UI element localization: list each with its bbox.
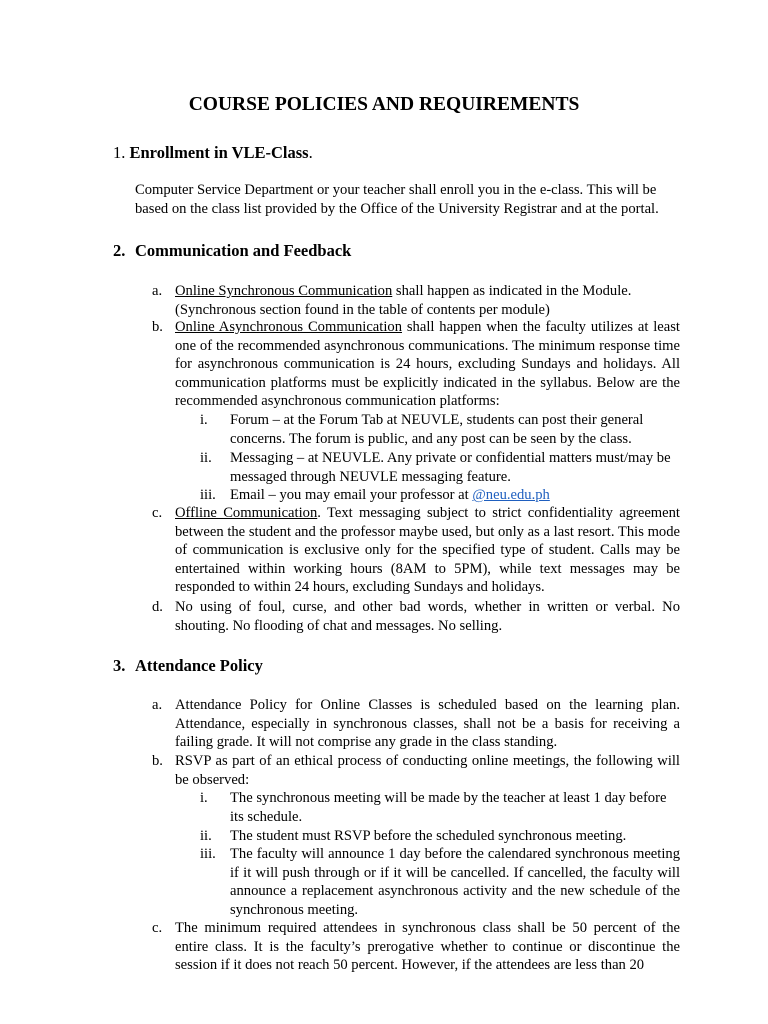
term-online-asynchronous: Online Asynchronous Communication [175,319,402,335]
sublist-item: The synchronous meeting will be made by the teacher at least 1 day before its schedule. [230,790,667,825]
item-text: shall happen when the faculty utilizes at least one of the recommended asynchronous communications. The minimum response time for asynchronous communication is 24 hours, excluding Sundays and holidays. All communication platforms must be explicitly indicated in the syllabus. Below are the recommended asynchronous communication platforms: [175,319,680,410]
list-marker: a. [152,283,163,299]
list-item: No using of foul, curse, and other bad words, whether in written or verbal. No shouting. No flooding of chat and messages. No selling. [175,599,680,634]
section-number: 1. [113,143,126,162]
page-title: COURSE POLICIES AND REQUIREMENTS [188,94,580,115]
section-2-heading [113,241,351,261]
email-link[interactable]: @neu.edu.ph [472,487,550,503]
list-item [175,504,680,597]
sublist-item: Forum – at the Forum Tab at NEUVLE, students can post their general concerns. The forum is public, and any post can be seen by the class. [230,412,644,447]
sublist-marker: ii. [200,828,212,844]
list-item: RSVP as part of an ethical process of conducting online meetings, the following will be observed: [175,753,680,788]
item-text: . Text messaging subject to strict confidentiality agreement between the student and the professor maybe used, but only as a last resort. This mode of communication is exclusive only for the specified type of student. Calls may be entertained within working hours (8AM to 5PM), while text messages may be responded to within 24 hours, excluding Sundays and holidays. [175,505,680,596]
item-text: Email – you may email your professor at [230,487,473,503]
section-3-heading [113,656,263,676]
list-item [175,318,680,411]
section-title: Communication and Feedback [135,241,352,260]
list-item [175,282,680,319]
list-marker: c. [152,920,163,936]
section-number: 2. [113,241,126,260]
section-1-heading [113,143,313,163]
sublist-marker: ii. [200,450,212,466]
list-marker: d. [152,599,163,615]
sublist-marker: i. [200,790,208,806]
sublist-item: The student must RSVP before the scheduled synchronous meeting. [230,828,627,844]
sublist-marker: iii. [200,487,216,503]
list-item: The minimum required attendees in synchronous class shall be 50 percent of the entire class. It is the faculty’s prerogative whether to continue or discontinue the session if it does not reach 50 percent. However, if the attendees are less than 20 [175,920,680,974]
term-online-synchronous: Online Synchronous Communication [175,283,393,299]
section-title-period: . [308,143,313,162]
sublist-item: The faculty will announce 1 day before the calendared synchronous meeting if it will push through or if it will be cancelled. If cancelled, the faculty will announce a replacement asynchronous activity and the new schedule of the synchronous meeting. [230,846,680,918]
section-title: Enrollment in VLE-Class [129,143,309,162]
sublist-marker: i. [200,412,208,428]
item-text: shall happen as indicated in the Module. (Synchronous section found in the table of contents per module) [175,283,632,318]
sublist-marker: iii. [200,846,216,862]
list-marker: c. [152,505,163,521]
list-marker: a. [152,697,163,713]
sublist-item [230,486,680,505]
list-marker: b. [152,319,163,335]
term-offline-communication: Offline Communication [175,505,318,521]
section-number: 3. [113,656,126,675]
section-1-body: Computer Service Department or your teacher shall enroll you in the e-class. This will be based on the class list provided by the Office of the University Registrar and at the portal. [135,182,659,217]
list-item: Attendance Policy for Online Classes is scheduled based on the learning plan. Attendance, especially in synchronous classes, shall not be a basis for receiving a failing grade. It will not comprise any grade in the class standing. [175,697,680,751]
section-title: Attendance Policy [135,656,263,675]
list-marker: b. [152,753,163,769]
sublist-item: Messaging – at NEUVLE. Any private or confidential matters must/may be messaged through NEUVLE messaging feature. [230,450,671,485]
